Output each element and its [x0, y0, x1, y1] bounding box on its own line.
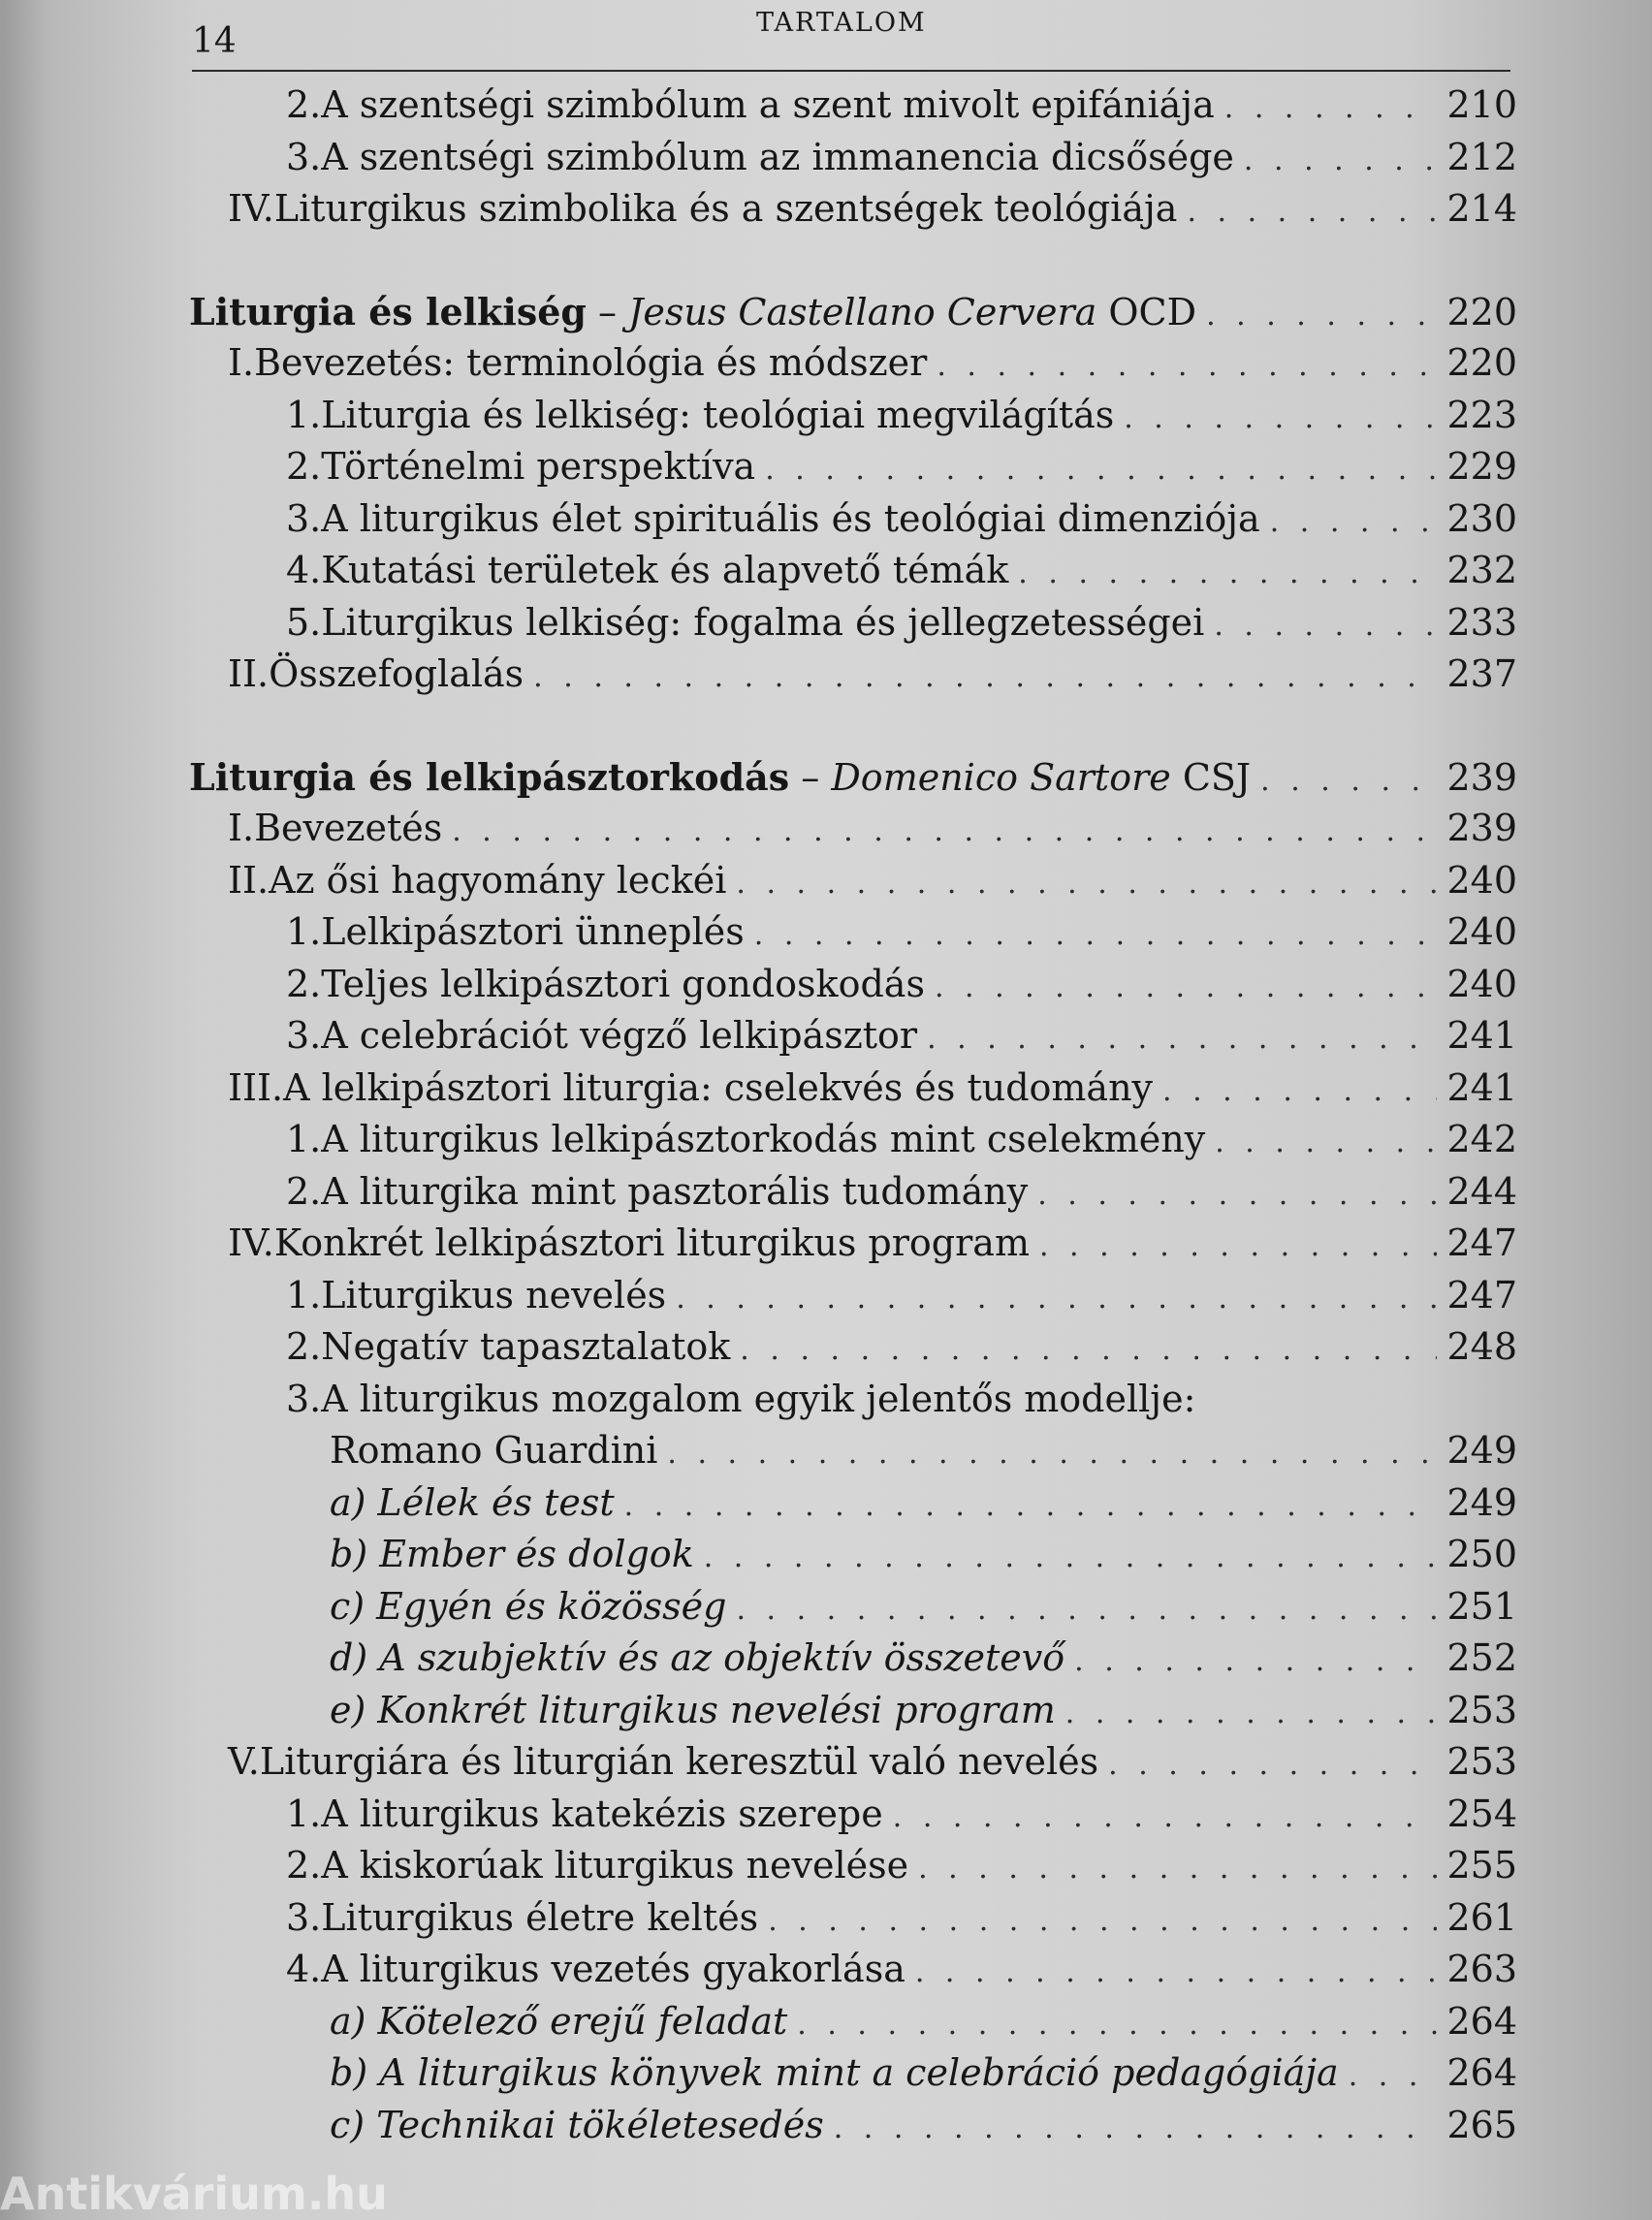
section-number: I.: [228, 341, 255, 384]
entry-label: [286, 1114, 1205, 1166]
page-reference: 237: [1446, 652, 1517, 695]
subsection-number: 3.: [286, 1014, 322, 1057]
entry-label: [286, 959, 925, 1011]
toc-entry: [189, 1789, 1517, 1841]
entry-label: [286, 1840, 908, 1892]
leader-dots: [765, 444, 1437, 496]
entry-label: [286, 597, 1204, 650]
leader-dots: [1187, 186, 1437, 238]
entry-label: [286, 1270, 666, 1322]
page-reference: 254: [1446, 1792, 1517, 1835]
toc-entry: [189, 1374, 1517, 1426]
page-reference: 210: [1446, 83, 1517, 126]
page-reference: 241: [1446, 1014, 1517, 1057]
page-reference: 240: [1446, 962, 1517, 1005]
entry-label: [228, 803, 442, 855]
page-reference: 230: [1446, 496, 1517, 540]
leader-dots: [533, 651, 1437, 704]
subsection-number: 2.: [286, 1169, 322, 1213]
subsection-title: A szentségi szimbólum az immanencia dicsősége: [321, 135, 1234, 178]
page-reference: 240: [1446, 910, 1517, 953]
subsection-title: Teljes lelkipásztori gondoskodás: [321, 962, 925, 1005]
page-reference: 232: [1446, 549, 1517, 591]
section-title: Liturgikus szimbolika és a szentségek teológiája: [273, 187, 1178, 230]
item-title: b) Ember és dolgok: [330, 1533, 694, 1575]
subsection-number: 1.: [286, 910, 322, 953]
page-header: [192, 8, 1510, 72]
toc-entry: [189, 1529, 1517, 1581]
toc-entry: [189, 183, 1517, 236]
entry-label: [228, 183, 1177, 236]
page-reference: 249: [1446, 1480, 1517, 1524]
chapter-author: Jesus Castellano Cervera: [628, 290, 1097, 333]
leader-dots: [676, 1273, 1437, 1325]
subsection-title: Negatív tapasztalatok: [321, 1325, 731, 1368]
page-reference: 247: [1446, 1221, 1517, 1264]
toc-entry: [189, 1996, 1517, 2048]
leader-dots: [624, 1480, 1438, 1533]
toc-entry: [189, 286, 1517, 338]
page-reference: 253: [1446, 1688, 1517, 1731]
page-reference: 212: [1446, 135, 1517, 178]
subsection-title-continued: Romano Guardini: [330, 1429, 658, 1472]
leader-dots: [1018, 548, 1437, 600]
entry-label: [286, 906, 745, 959]
toc-entry: [189, 1944, 1517, 1996]
subsection-title: A kiskorúak liturgikus nevelése: [321, 1844, 909, 1887]
page-reference: 214: [1446, 187, 1517, 230]
subsection-title: Történelmi perspektíva: [321, 445, 756, 488]
toc-entry: [189, 1062, 1517, 1115]
toc-entry: [189, 803, 1517, 855]
entry-label: [228, 1736, 1098, 1789]
page-reference: 264: [1446, 2051, 1517, 2094]
leader-dots: [1124, 393, 1437, 445]
leader-dots: [1244, 135, 1438, 187]
leader-dots: [937, 340, 1437, 393]
page-reference: 239: [1446, 755, 1517, 799]
entry-label: [330, 1477, 615, 1530]
subsection-title: A liturgikus katekézis szerepe: [321, 1792, 883, 1835]
entry-label: [286, 132, 1234, 184]
section-title: Bevezetés: terminológia és módszer: [254, 341, 928, 384]
subsection-number: 2.: [286, 1844, 322, 1887]
entry-label: [286, 1166, 1028, 1219]
section-number: III.: [228, 1065, 284, 1109]
item-title: d) A szubjektív és az objektív összetevő: [330, 1636, 1065, 1679]
leader-dots: [1206, 290, 1437, 342]
entry-label: [189, 751, 1251, 805]
entry-label: [286, 1321, 730, 1374]
section-number: IV.: [228, 187, 274, 230]
toc-entry: [189, 337, 1517, 390]
leader-dots: [1039, 1221, 1437, 1273]
page-reference: 244: [1446, 1169, 1517, 1213]
subsection-title: Liturgia és lelkiség: teológiai megvilágítás: [321, 393, 1115, 436]
toc-entry: [189, 855, 1517, 907]
item-title: c) Egyén és közösség: [330, 1584, 727, 1628]
section-number: I.: [228, 807, 255, 849]
leader-dots: [1074, 1635, 1437, 1688]
entry-label: [286, 1892, 758, 1945]
item-title: b) A liturgikus könyvek mint a celebráció pedagógiája: [330, 2051, 1339, 2094]
leader-dots: [1260, 755, 1437, 808]
entry-label: [286, 390, 1114, 442]
title-dash: –: [789, 755, 832, 799]
item-title: e) Konkrét liturgikus nevelési program: [330, 1688, 1056, 1731]
section-number: IV.: [228, 1221, 274, 1264]
page-reference: 250: [1446, 1533, 1517, 1575]
leader-dots: [704, 1532, 1438, 1584]
page-reference: 220: [1446, 290, 1517, 333]
page-reference: 263: [1446, 1948, 1517, 1990]
subsection-number: 2.: [286, 962, 322, 1005]
subsection-title: A szentségi szimbólum a szent mivolt epifániája: [321, 83, 1215, 126]
page-reference: 253: [1446, 1740, 1517, 1783]
toc-entry: [189, 1892, 1517, 1945]
chapter-author: Domenico Sartore: [831, 755, 1171, 799]
toc-entry: [189, 441, 1517, 493]
section-number: II.: [228, 652, 270, 695]
page-reference: 247: [1446, 1273, 1517, 1316]
leader-dots: [1224, 82, 1438, 135]
section-number: II.: [228, 858, 270, 902]
subsection-number: 5.: [286, 600, 322, 644]
page-reference: 242: [1446, 1118, 1517, 1160]
toc-entry: [189, 2047, 1517, 2100]
leader-dots: [834, 2103, 1438, 2155]
page-reference: 261: [1446, 1895, 1517, 1939]
leader-dots: [740, 1324, 1437, 1377]
toc-entry: [189, 1166, 1517, 1219]
leader-dots: [736, 1584, 1437, 1636]
subsection-title: A liturgikus élet spirituális és teológiai dimenziója: [321, 496, 1260, 540]
leader-dots: [667, 1428, 1437, 1480]
subsection-title: A liturgika mint pasztorális tudomány: [321, 1169, 1029, 1213]
toc-entry: [189, 545, 1517, 597]
toc-entry: [189, 1114, 1517, 1166]
leader-dots: [1065, 1688, 1438, 1740]
religious-order: CSJ: [1170, 755, 1252, 799]
subsection-title: Kutatási területek és alapvető témák: [321, 549, 1009, 591]
subsection-number: 3.: [286, 496, 322, 540]
leader-dots: [754, 909, 1438, 962]
toc-entry: [189, 1736, 1517, 1789]
toc-entry: [189, 79, 1517, 132]
page-reference: 265: [1446, 2103, 1517, 2146]
toc-entry: [189, 1840, 1517, 1892]
subsection-number: 1.: [286, 1118, 322, 1160]
section-title: Bevezetés: [254, 807, 443, 849]
table-of-contents: [189, 79, 1517, 2151]
page-reference: 239: [1446, 807, 1517, 849]
toc-entry: [189, 1477, 1517, 1530]
toc-entry: [189, 493, 1517, 546]
leader-dots: [736, 858, 1437, 910]
leader-dots: [1270, 496, 1438, 549]
leader-dots: [1214, 600, 1437, 652]
toc-entry: [189, 1218, 1517, 1270]
toc-entry: [189, 751, 1517, 804]
page-number: 14: [192, 21, 237, 61]
toc-entry: [189, 959, 1517, 1011]
subsection-number: 1.: [286, 1273, 322, 1316]
chapter-title: Liturgia és lelkiség: [189, 289, 587, 333]
entry-label: [330, 1633, 1064, 1685]
leader-dots: [1108, 1739, 1437, 1792]
section-title: Konkrét lelkipásztori liturgikus program: [273, 1221, 1030, 1264]
leader-dots: [893, 1792, 1438, 1844]
subsection-title: Liturgikus életre keltés: [321, 1895, 759, 1939]
entry-label: [330, 1529, 694, 1581]
entry-label: [286, 79, 1215, 132]
leader-dots: [1037, 1169, 1437, 1221]
leader-dots: [935, 962, 1438, 1014]
page-reference: 264: [1446, 1999, 1517, 2043]
religious-order: OCD: [1096, 290, 1197, 333]
subsection-number: 4.: [286, 549, 322, 591]
subsection-title: Lelkipásztori ünneplés: [321, 910, 745, 953]
section-number: V.: [228, 1740, 260, 1783]
toc-entry: [189, 1321, 1517, 1374]
entry-label: [286, 441, 755, 493]
page-reference: 255: [1446, 1844, 1517, 1887]
chapter-title: Liturgia és lelkipásztorkodás: [189, 754, 790, 799]
leader-dots: [915, 1947, 1438, 1999]
leader-dots: [768, 1895, 1437, 1948]
entry-label: [330, 1425, 657, 1477]
entry-label: [228, 855, 726, 907]
item-title: a) Lélek és test: [330, 1480, 615, 1524]
leader-dots: [918, 1843, 1437, 1895]
toc-entry: [189, 906, 1517, 959]
subsection-number: 3.: [286, 1377, 322, 1420]
leader-dots: [1162, 1065, 1437, 1118]
entry-label: [330, 1685, 1056, 1737]
entry-label: [330, 1996, 787, 2048]
toc-entry: [189, 1581, 1517, 1633]
title-dash: –: [586, 290, 629, 333]
page-reference: 241: [1446, 1065, 1517, 1109]
page-reference: 248: [1446, 1325, 1517, 1368]
leader-dots: [797, 1999, 1437, 2051]
watermark: Antikvárium.hu: [0, 2168, 388, 2220]
section-title: A lelkipásztori liturgia: cselekvés és tudomány: [283, 1065, 1154, 1109]
subsection-number: 2.: [286, 445, 322, 488]
toc-entry: [189, 597, 1517, 650]
section-title: Liturgiára és liturgián keresztül való nevelés: [259, 1740, 1099, 1783]
item-title: c) Technikai tökéletesedés: [330, 2103, 824, 2146]
subsection-title: Liturgikus nevelés: [321, 1273, 667, 1316]
page-reference: 223: [1446, 393, 1517, 436]
leader-dots: [1349, 2050, 1438, 2103]
item-title: a) Kötelező erejű feladat: [330, 1999, 788, 2043]
page-reference: 251: [1446, 1584, 1517, 1628]
toc-entry: [189, 1633, 1517, 1685]
entry-label: [189, 286, 1196, 339]
entry-label: [330, 2100, 824, 2152]
entry-label: [228, 1062, 1153, 1115]
leader-dots: [927, 1013, 1437, 1065]
subsection-title: A celebrációt végző lelkipásztor: [321, 1014, 918, 1057]
leader-dots: [452, 806, 1437, 858]
page-reference: 220: [1446, 341, 1517, 384]
subsection-number: 2.: [286, 83, 322, 126]
subsection-title: A liturgikus lelkipásztorkodás mint cselekmény: [321, 1118, 1206, 1160]
toc-entry: [189, 1010, 1517, 1062]
page-reference: 252: [1446, 1636, 1517, 1679]
toc-entry: [189, 1425, 1517, 1477]
toc-entry: [189, 2100, 1517, 2152]
toc-entry: [189, 132, 1517, 184]
entry-label: [228, 1218, 1030, 1270]
toc-entry: [189, 1685, 1517, 1737]
page-reference: 240: [1446, 858, 1517, 902]
section-title: Az ősi hagyomány leckéi: [269, 858, 727, 902]
entry-label: [330, 2047, 1339, 2100]
entry-label: [286, 1374, 1195, 1426]
toc-entry: [189, 1270, 1517, 1322]
entry-label: [286, 493, 1260, 546]
subsection-title: A liturgikus mozgalom egyik jelentős modellje:: [321, 1377, 1196, 1420]
entry-label: [286, 1789, 883, 1841]
subsection-number: 1.: [286, 393, 322, 436]
entry-label: [228, 337, 927, 390]
page-reference: 233: [1446, 600, 1517, 644]
toc-entry: [189, 390, 1517, 442]
subsection-number: 2.: [286, 1325, 322, 1368]
subsection-title: Liturgikus lelkiség: fogalma és jellegzetességei: [321, 600, 1205, 644]
entry-label: [228, 649, 524, 701]
subsection-number: 3.: [286, 135, 322, 178]
toc-entry: [189, 649, 1517, 701]
leader-dots: [1215, 1117, 1437, 1169]
entry-label: [330, 1581, 726, 1633]
page-reference: 229: [1446, 445, 1517, 488]
subsection-number: 1.: [286, 1792, 322, 1835]
subsection-title: A liturgikus vezetés gyakorlása: [321, 1948, 905, 1990]
page-reference: 249: [1446, 1429, 1517, 1472]
section-title: Összefoglalás: [269, 652, 524, 695]
subsection-number: 3.: [286, 1895, 322, 1939]
subsection-number: 4.: [286, 1948, 322, 1990]
entry-label: [286, 1010, 917, 1062]
entry-label: [286, 545, 1008, 597]
entry-label: [286, 1944, 905, 1996]
running-head: TARTALOM: [756, 8, 927, 38]
